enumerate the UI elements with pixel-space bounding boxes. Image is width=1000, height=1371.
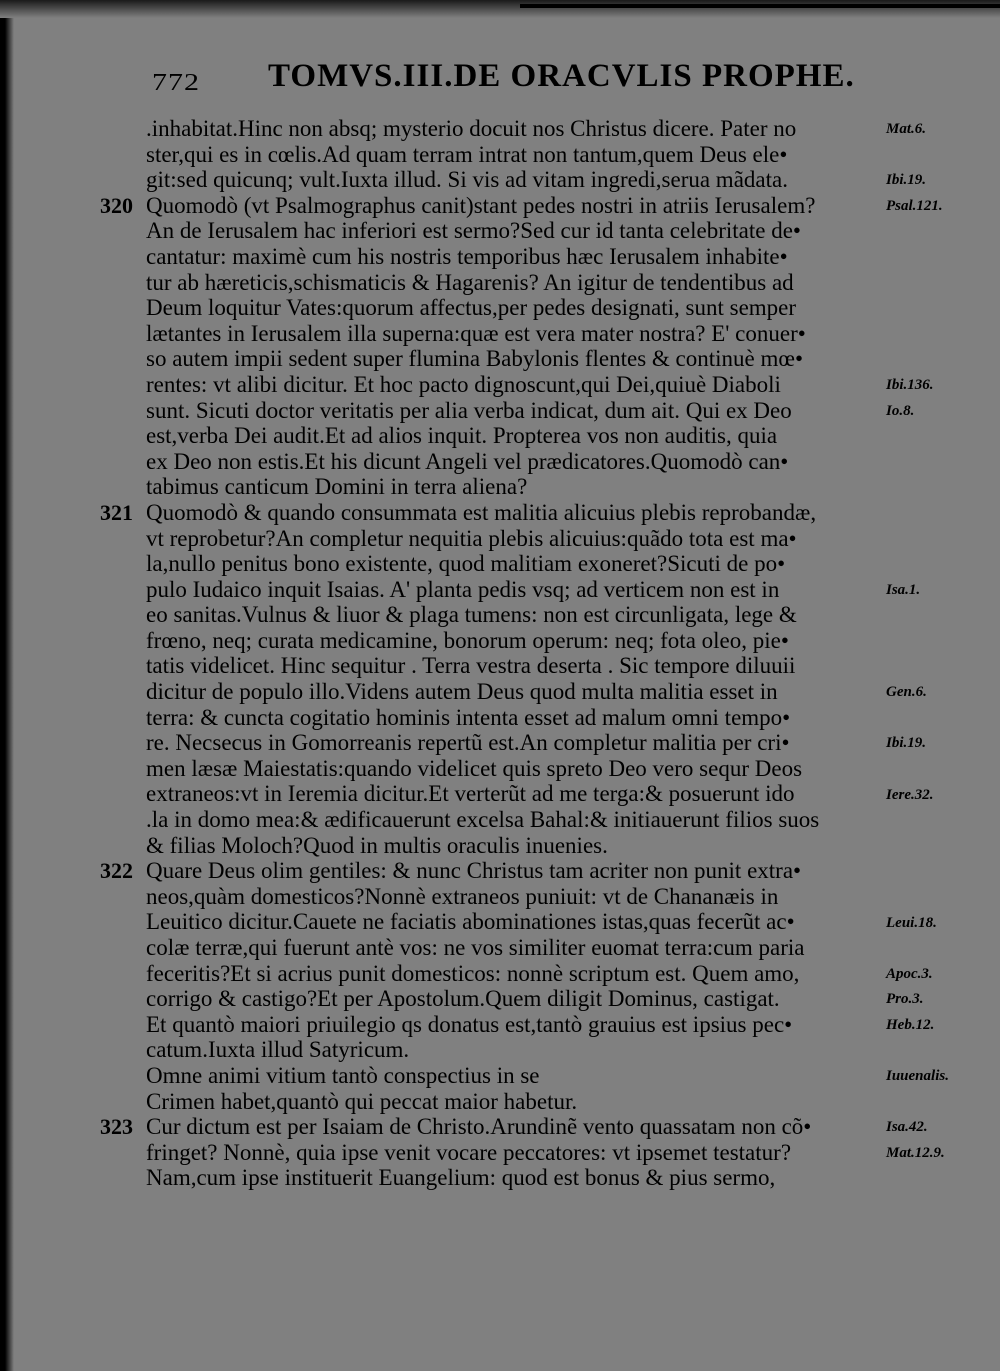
line-text: est,verba Dei audit.Et ad alios inquit. Propterea vos non auditis, quia	[146, 423, 778, 449]
line-text: sunt. Sicuti doctor veritatis per alia verba indicat, dum ait. Qui ex Deo	[146, 397, 792, 423]
margin-note: Gen.6.	[886, 684, 927, 701]
text-line	[100, 551, 900, 577]
text-line	[100, 142, 900, 168]
text-line	[100, 679, 900, 705]
line-text: ex Deo non estis.Et his dicunt Angeli vel prædicatores.Quomodò can•	[146, 448, 789, 474]
line-text: Omne animi vitium tantò conspectius in se	[146, 1062, 540, 1088]
margin-note: Mat.12.9.	[886, 1145, 945, 1161]
line-text: so autem impii sedent super flumina Babylonis flentes & continuè mœ•	[146, 346, 804, 372]
line-text: Cur dictum est per Isaiam de Christo.Arundinẽ vento quassatam non cõ•	[146, 1114, 812, 1140]
line-text: neos,quàm domesticos?Nonnè extraneos puniuit: vt de Chananæis in	[146, 883, 779, 909]
text-line	[100, 295, 900, 321]
text-line	[100, 167, 900, 193]
line-text: terra: & cuncta cogitatio hominis intenta esset ad malum omni tempo•	[146, 704, 791, 730]
text-line	[100, 500, 900, 526]
text-line	[100, 961, 900, 987]
text-line	[100, 577, 900, 603]
line-text: feceritis?Et si acrius punit domesticos: nonnè scriptum est. Quem amo,	[146, 960, 800, 986]
margin-note: Pro.3.	[886, 991, 924, 1008]
text-line	[100, 372, 900, 398]
margin-note: Iere.32.	[886, 786, 934, 803]
margin-note: Mat.6.	[886, 121, 927, 137]
paragraph-number: 320	[100, 192, 133, 218]
line-text: la,nullo penitus bono existente, quod malitiam exoneret?Sicuti de po•	[146, 551, 786, 577]
text-line	[100, 218, 900, 244]
line-text: corrigo & castigo?Et per Apostolum.Quem diligit Dominus, castigat.	[146, 986, 780, 1012]
line-text: men læsæ Maiestatis:quando videlicet quis spreto Deo vero sequr Deos	[146, 755, 803, 781]
text-line	[100, 653, 900, 679]
text-line	[100, 858, 900, 884]
line-text: Leuitico dicitur.Cauete ne faciatis abominationes istas,quas fecerũt ac•	[146, 909, 795, 935]
line-text: Crimen habet,quantò qui peccat maior habetur.	[146, 1088, 578, 1114]
margin-note: Isa.1.	[886, 581, 921, 598]
text-line	[100, 1089, 900, 1115]
line-text: Nam,cum ipse instituerit Euangelium: quod est bonus & pius sermo,	[146, 1165, 776, 1191]
text-line	[100, 807, 900, 833]
margin-note: Psal.121.	[886, 197, 943, 214]
line-text: fringet? Nonnè, quia ipse venit vocare peccatores: vt ipsemet testatur?	[146, 1139, 792, 1165]
margin-note: Isa.42.	[886, 1119, 928, 1136]
text-line	[100, 398, 900, 424]
text-line	[100, 909, 900, 935]
text-line	[100, 602, 900, 628]
text-line	[100, 321, 900, 347]
text-line	[100, 526, 900, 552]
line-text: vt reprobetur?An completur nequitia plebis alicuius:quãdo tota est ma•	[146, 525, 797, 551]
line-text: colæ terræ,qui fuerunt antè vos: ne vos similiter euomat terra:cum paria	[146, 935, 805, 960]
text-line	[100, 833, 900, 859]
line-text: Et quantò maiori priuilegio qs donatus est,tantò grauius est ipsius pec•	[146, 1011, 793, 1037]
margin-note: Leui.18.	[886, 914, 937, 931]
top-rule	[520, 4, 1000, 8]
text-line	[100, 986, 900, 1012]
scan-edge-top	[0, 0, 1000, 18]
line-text: Deum loquitur Vates:quorum affectus,per pedes designati, sunt semper	[146, 295, 797, 321]
text-line	[100, 884, 900, 910]
line-text: tatis videlicet. Hinc sequitur . Terra vestra deserta . Sic tempore diluuii	[146, 653, 796, 679]
line-text: Quare Deus olim gentiles: & nunc Christus tam acriter non punit extra•	[146, 858, 802, 884]
text-line	[100, 781, 900, 807]
margin-note: Io.8.	[886, 402, 915, 419]
text-line	[100, 1037, 900, 1063]
text-line	[100, 1063, 900, 1089]
line-text: lætantes in Ierusalem illa superna:quæ est vera mater nostra? E' conuer•	[146, 320, 806, 346]
scan-edge-left	[0, 0, 14, 1371]
text-line	[100, 730, 900, 756]
line-text: git:sed quicunq; vult.Iuxta illud. Si vis ad vitam ingredi,serua mãdata.	[146, 167, 788, 193]
text-line	[100, 270, 900, 296]
line-text: tur ab hæreticis,schismaticis & Hagarenis? An igitur de tendentibus ad	[146, 269, 794, 295]
line-text: extraneos:vt in Ieremia dicitur.Et verterũt ad me terga:& posuerunt ido	[146, 781, 795, 807]
text-line	[100, 1140, 900, 1166]
margin-note: Ibi.19.	[886, 735, 927, 752]
line-text: re. Necsecus in Gomorreanis repertũ est.An completur malitia per cri•	[146, 730, 790, 756]
text-line	[100, 935, 900, 961]
line-text: ster,qui es in cœlis.Ad quam terram intrat non tantum,quem Deus ele•	[146, 141, 788, 167]
text-line	[100, 346, 900, 372]
paragraph-number: 323	[100, 1114, 133, 1140]
line-text: eo sanitas.Vulnus & liuor & plaga tumens: non est circunligata, lege &	[146, 602, 797, 628]
margin-note: Ibi.136.	[886, 377, 934, 393]
text-line	[100, 474, 900, 500]
line-text: Quomodò (vt Psalmographus canit)stant pedes nostri in atriis Ierusalem?	[146, 192, 816, 218]
text-line	[100, 423, 900, 449]
line-text: .la in domo mea:& ædificauerunt excelsa Bahal:& initiauerunt filios suos	[146, 807, 820, 833]
line-text: & filias Moloch?Quod in multis oraculis inuenies.	[146, 832, 608, 858]
line-text: catum.Iuxta illud Satyricum.	[146, 1037, 410, 1063]
line-text: pulo Iudaico inquit Isaias. A' planta pedis vsq; ad verticem non est in	[146, 576, 780, 602]
text-line	[100, 1165, 900, 1191]
line-text: tabimus canticum Domini in terra aliena?	[146, 474, 528, 500]
text-line	[100, 756, 900, 782]
line-text: frœno, neq; curata medicamine, bonorum operum: neq; fota oleo, pie•	[146, 627, 789, 653]
line-text: An de Ierusalem hac inferiori est sermo?Sed cur id tanta celebritate de•	[146, 218, 801, 244]
text-line	[100, 449, 900, 475]
body-text	[100, 116, 900, 1191]
folio-number: 772	[152, 69, 200, 96]
text-line	[100, 1114, 900, 1140]
margin-note: Ibi.19.	[886, 172, 927, 189]
margin-note: Heb.12.	[886, 1017, 935, 1033]
line-text: cantatur: maximè cum his nostris temporibus hæc Ierusalem inhabite•	[146, 243, 788, 269]
line-text: rentes: vt alibi dicitur. Et hoc pacto dignoscunt,qui Dei,quiuè Diaboli	[146, 371, 781, 397]
text-line	[100, 628, 900, 654]
margin-note: Apoc.3.	[886, 965, 933, 982]
text-line	[100, 116, 900, 142]
line-text: dicitur de populo illo.Videns autem Deus quod multa malitia esset in	[146, 679, 778, 705]
text-line	[100, 244, 900, 270]
text-line	[100, 193, 900, 219]
paragraph-number: 321	[100, 499, 133, 525]
paragraph-number: 322	[100, 858, 133, 884]
text-line	[100, 705, 900, 731]
text-line	[100, 1012, 900, 1038]
line-text: Quomodò & quando consummata est malitia alicuius plebis reprobandæ,	[146, 499, 817, 525]
running-head: TOMVS.III.DE ORACVLIS PROPHE.	[268, 58, 855, 94]
margin-note: Iuuenalis.	[886, 1068, 949, 1085]
line-text: .inhabitat.Hinc non absq; mysterio docuit nos Christus dicere. Pater no	[146, 116, 797, 141]
